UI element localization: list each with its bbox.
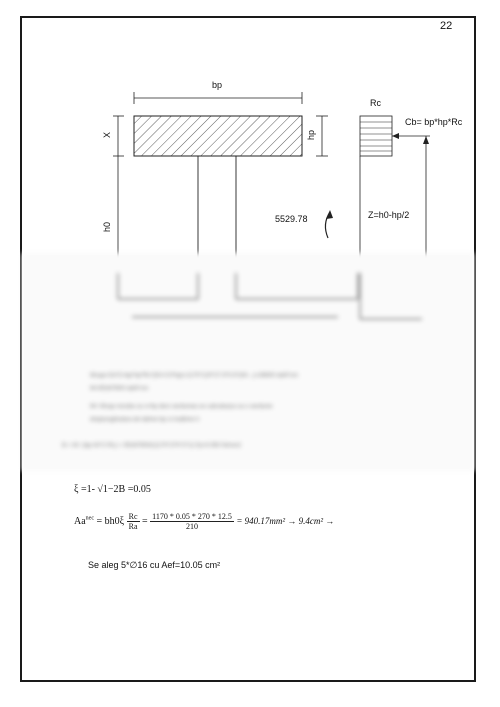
area-mid: = bh0ξ <box>96 515 125 527</box>
label-x: X <box>102 131 113 139</box>
label-h0: h0 <box>102 221 113 233</box>
blurred-line-4: dreptunghiulara de latime bp si inaltime h <box>90 417 200 423</box>
label-bp: bp <box>212 80 223 90</box>
blurred-line-2: M=55287600 daN*cm <box>90 386 149 392</box>
blurred-line-3: M< Mcap rezulta ca x<hp deci sectiunea se calculeaza ca o sectiune <box>90 404 273 410</box>
label-z: Z=h0-hp/2 <box>368 210 410 220</box>
area-formula: $Aa^{nec} = bh0\xi$ $\frac{Rc}{Ra}$ = $\frac{1170 * 0.05 * 270 * 12.5}{210}$ = 940.17mm² → 9.4cm² → <box>74 512 335 531</box>
label-moment: 5529.78 <box>275 214 308 224</box>
area-result: = 940.17mm² → 9.4cm² → <box>236 515 335 526</box>
blurred-line-1: Mcap=Cb*Z=bp*hp*Rc*(h0-0.5*hp)=1170*120*27.5*0.5*(h0-..)=26600 daN*cm <box>90 373 299 379</box>
rc-ra-fraction: $\frac{Rc}{Ra}$ <box>128 512 138 531</box>
label-hp: hp <box>306 129 317 141</box>
flange-hatched <box>134 116 302 156</box>
rebar-choice: Se aleg 5*∅16 cu Aef=10.05 cm² <box>88 560 221 570</box>
area-sup: nec <box>85 515 94 522</box>
area-lhs: Aa <box>74 515 86 527</box>
label-cb: Cb= bp*hp*Rc <box>405 117 463 127</box>
page-number: 22 <box>440 20 453 32</box>
blurred-line-5: B = M / (bp h0^2 Rc) = 55287600/(1170*270^2*12.5)=0.050 N/mm2 <box>62 443 242 449</box>
label-rc: Rc <box>370 98 381 108</box>
xi-formula: ξ =1- √1−2B =0.05 <box>74 484 151 495</box>
blurred-region <box>22 253 474 471</box>
numeric-fraction: $\frac{1170 * 0.05 * 270 * 12.5}{210}$ <box>152 512 232 531</box>
